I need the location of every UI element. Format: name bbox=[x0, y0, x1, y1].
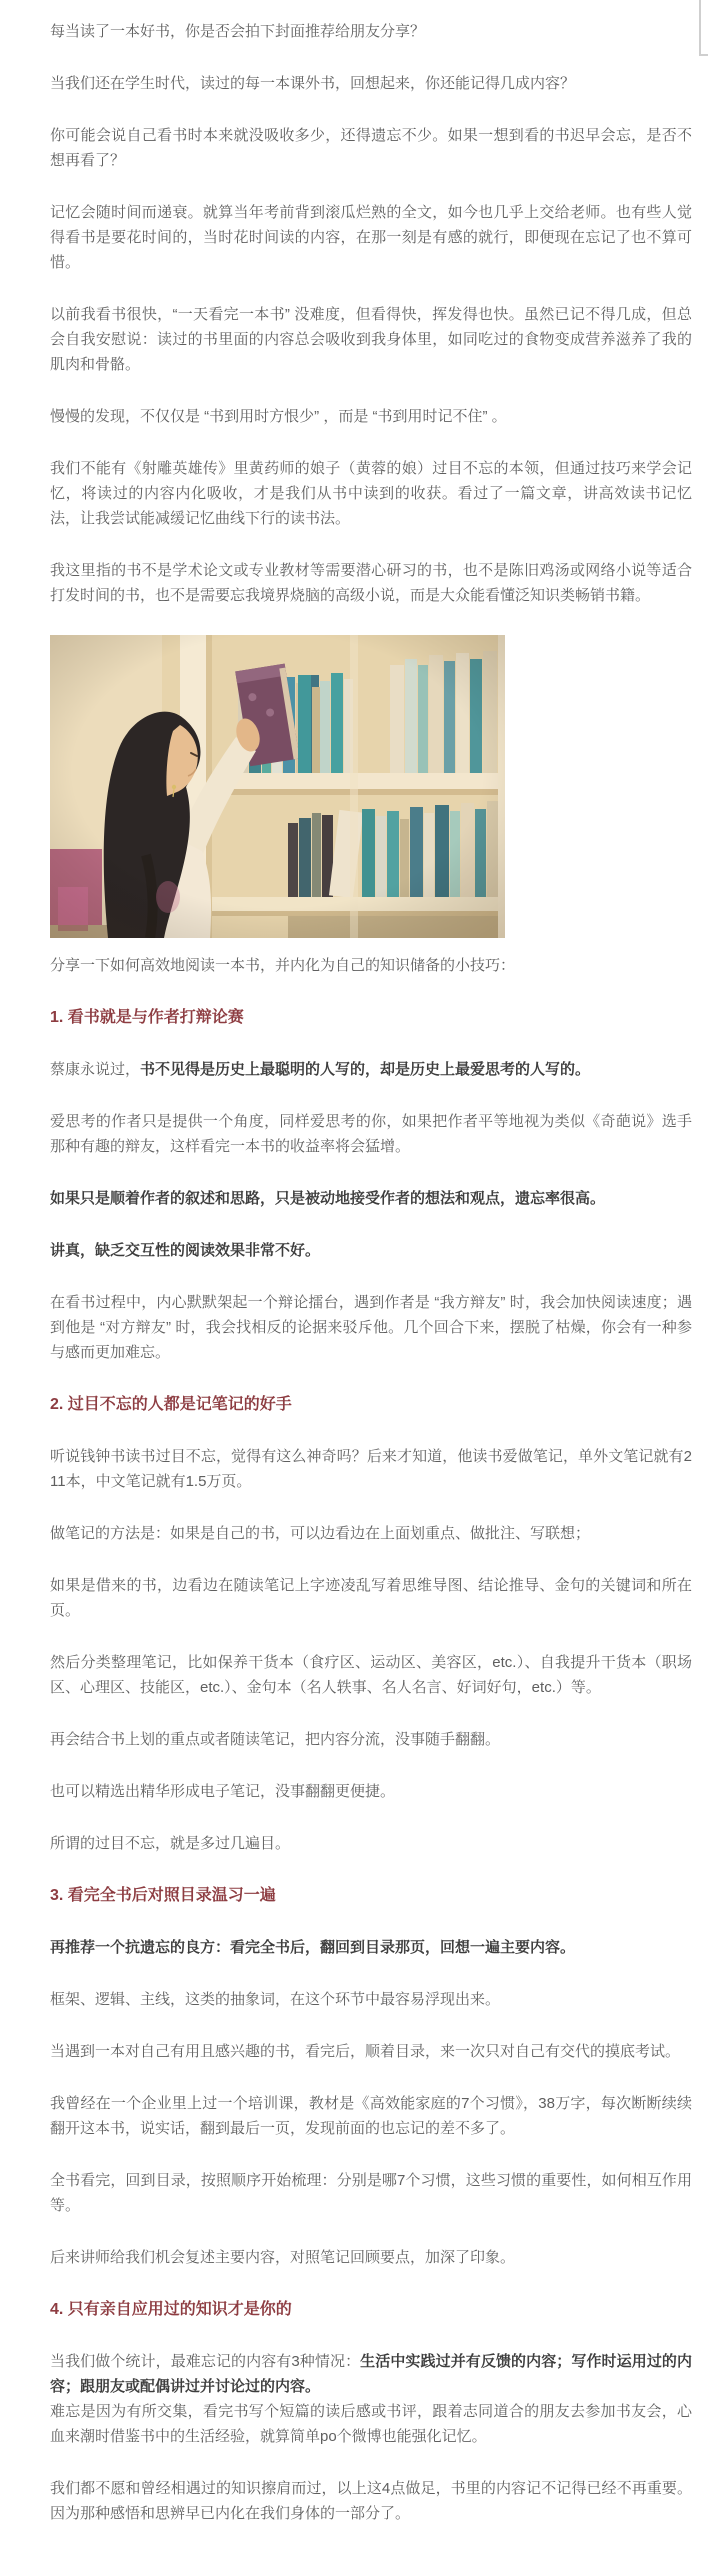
paragraph: 后来讲师给我们机会复述主要内容，对照笔记回顾要点，加深了印象。 bbox=[50, 2249, 516, 2266]
paragraph: 如果只是顺着作者的叙述和思路，只是被动地接受作者的想法和观点，遗忘率很高。 bbox=[50, 1190, 606, 1207]
paragraph: 以前我看书很快，“一天看完一本书” 没难度，但看得快，挥发得也快。虽然已记不得几成，但总会自我安慰说：读过的书里面的内容总会吸收到我身体里，如同吃过的食物变成营养滋养了我的肌肉和骨骼。 bbox=[50, 306, 692, 373]
scrollbar-thumb[interactable] bbox=[699, 0, 701, 54]
library-photo-illustration bbox=[50, 635, 505, 938]
paragraph: 爱思考的作者只是提供一个角度，同样爱思考的你，如果把作者平等地视为类似《奇葩说》选手那种有趣的辩友，这样看完一本书的收益率将会猛增。 bbox=[50, 1113, 692, 1155]
section-heading: 4. 只有亲自应用过的知识才是你的 bbox=[50, 2301, 292, 2318]
article-photo[interactable] bbox=[50, 635, 692, 938]
paragraph: 如果是借来的书，边看边在随读笔记上字迹凌乱写着思维导图、结论推导、金句的关键词和所在页。 bbox=[50, 1577, 692, 1619]
scrollbar-thumb-foot[interactable] bbox=[699, 54, 708, 56]
paragraph: 你可能会说自己看书时本来就没吸收多少，还得遗忘不少。如果一想到看的书迟早会忘，是否不想再看了？ bbox=[50, 127, 692, 169]
section-heading: 2. 过目不忘的人都是记笔记的好手 bbox=[50, 1396, 292, 1413]
paragraph: 全书看完，回到目录，按照顺序开始梳理：分别是哪7个习惯，这些习惯的重要性，如何相互作用等。 bbox=[50, 2172, 692, 2214]
paragraph: 做笔记的方法是：如果是自己的书，可以边看边在上面划重点、做批注、写联想； bbox=[50, 1525, 591, 1542]
paragraph: 然后分类整理笔记，比如保养干货本（食疗区、运动区、美容区，etc.）、自我提升干货本（职场区、心理区、技能区，etc.）、金句本（名人轶事、名人名言、好词好句，etc.）等。 bbox=[50, 1654, 692, 1696]
paragraph: 记忆会随时间而递衰。就算当年考前背到滚瓜烂熟的全文，如今也几乎上交给老师。也有些人觉得看书是要花时间的，当时花时间读的内容，在那一刻是有感的就行，即便现在忘记了也不算可惜。 bbox=[50, 204, 692, 271]
paragraph: 在看书过程中，内心默默架起一个辩论擂台，遇到作者是 “我方辩友” 时，我会加快阅读速度；遇到他是 “对方辩友” 时，我会找相反的论据来驳斥他。几个回合下来，摆脱了枯燥，你会有一种参与感而更加难忘。 bbox=[50, 1294, 692, 1361]
section-heading: 1. 看书就是与作者打辩论赛 bbox=[50, 1009, 244, 1026]
paragraph: 听说钱钟书读书过目不忘，觉得有这么神奇吗？后来才知道，他读书爱做笔记，单外文笔记就有211本，中文笔记就有1.5万页。 bbox=[50, 1448, 692, 1490]
paragraph: 分享一下如何高效地阅读一本书，并内化为自己的知识储备的小技巧： bbox=[50, 957, 516, 974]
paragraph: 再推荐一个抗遗忘的良方：看完全书后，翻回到目录那页，回想一遍主要内容。 bbox=[50, 1939, 576, 1956]
paragraph: 当我们还在学生时代，读过的每一本课外书，回想起来，你还能记得几成内容？ bbox=[50, 75, 576, 92]
section-heading: 3. 看完全书后对照目录温习一遍 bbox=[50, 1887, 276, 1904]
paragraph: 也可以精选出精华形成电子笔记，没事翻翻更便捷。 bbox=[50, 1783, 396, 1800]
paragraph: 当我们做个统计，最难忘记的内容有3种情况：生活中实践过并有反馈的内容；写作时运用过的内容；跟朋友或配偶讲过并讨论过的内容。 难忘是因为有所交集，看完书写个短篇的读后感或书评，跟着志同道合的朋友去参加书友会，心血来潮时借鉴书中的生活经验，就算简单po个微博也能强化记忆。 bbox=[50, 2353, 692, 2445]
paragraph: 每当读了一本好书，你是否会拍下封面推荐给朋友分享？ bbox=[50, 23, 426, 40]
paragraph: 我曾经在一个企业里上过一个培训课，教材是《高效能家庭的7个习惯》，38万字，每次断断续续翻开这本书，说实话，翻到最后一页，发现前面的也忘记的差不多了。 bbox=[50, 2095, 692, 2137]
paragraph: 当遇到一本对自己有用且感兴趣的书，看完后，顺着目录，来一次只对自己有交代的摸底考试。 bbox=[50, 2043, 681, 2060]
paragraph: 慢慢的发现，不仅仅是 “书到用时方恨少” ，而是 “书到用时记不住” 。 bbox=[50, 408, 507, 425]
paragraph: 蔡康永说过，书不见得是历史上最聪明的人写的，却是历史上最爱思考的人写的。 bbox=[50, 1061, 591, 1078]
paragraph: 再会结合书上划的重点或者随读笔记，把内容分流，没事随手翻翻。 bbox=[50, 1731, 501, 1748]
paragraph: 框架、逻辑、主线，这类的抽象词，在这个环节中最容易浮现出来。 bbox=[50, 1991, 501, 2008]
paragraph: 讲真，缺乏交互性的阅读效果非常不好。 bbox=[50, 1242, 321, 1259]
paragraph: 我这里指的书不是学术论文或专业教材等需要潜心研习的书，也不是陈旧鸡汤或网络小说等适合打发时间的书，也不是需要忘我境界烧脑的高级小说，而是大众能看懂泛知识类畅销书籍。 bbox=[50, 562, 692, 604]
paragraph: 我们都不愿和曾经相遇过的知识擦肩而过，以上这4点做足，书里的内容记不记得已经不再重要。因为那种感悟和思辨早已内化在我们身体的一部分了。 bbox=[50, 2480, 692, 2522]
paragraph: 所谓的过目不忘，就是多过几遍目。 bbox=[50, 1835, 291, 1852]
paragraph: 我们不能有《射雕英雄传》里黄药师的娘子（黄蓉的娘）过目不忘的本领，但通过技巧来学会记忆，将读过的内容内化吸收，才是我们从书中读到的收获。看过了一篇文章，讲高效读书记忆法，让我尝试能减缓记忆曲线下行的读书法。 bbox=[50, 460, 692, 527]
